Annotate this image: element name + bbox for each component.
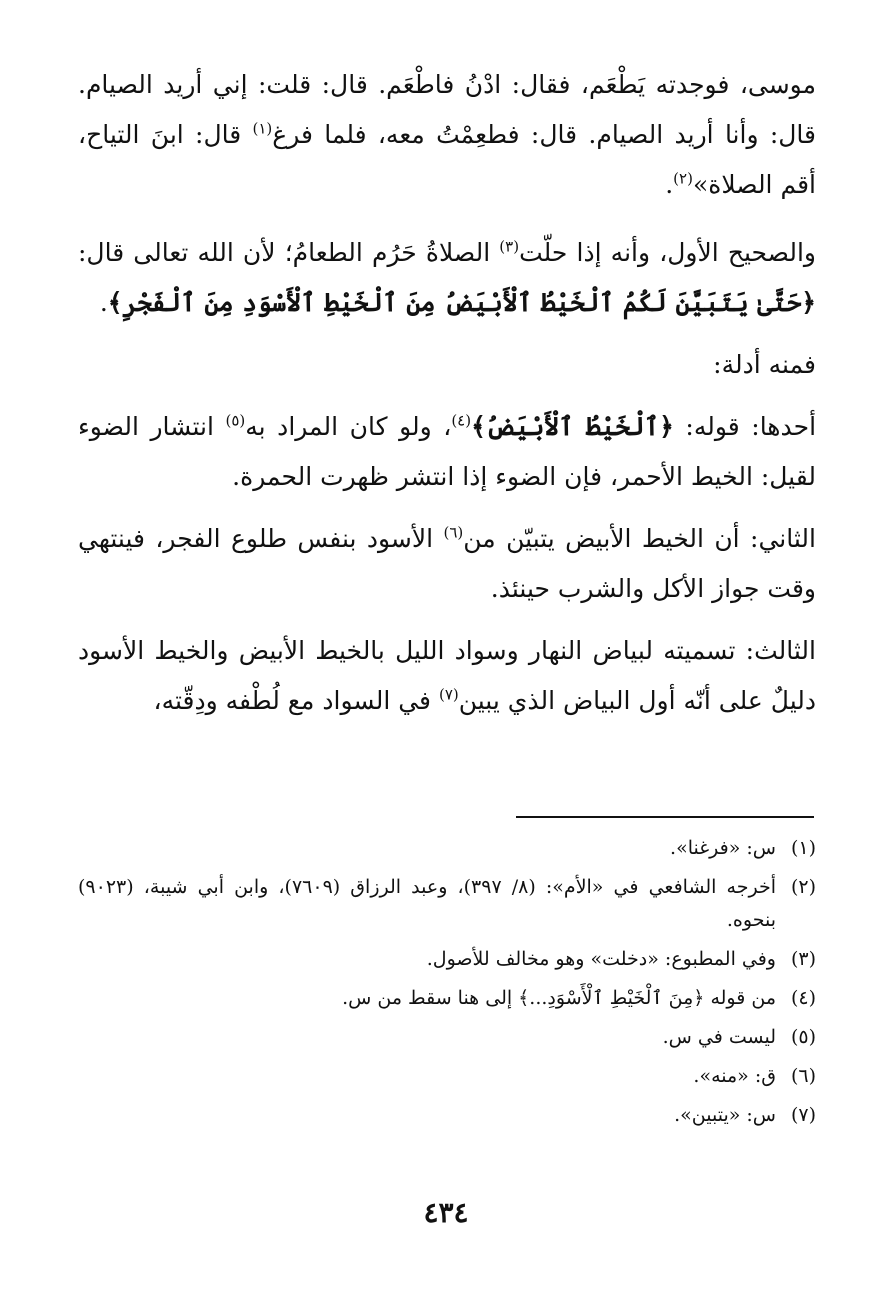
paragraph-3 xyxy=(78,340,816,390)
footnote-3 xyxy=(78,943,816,976)
main-text xyxy=(78,60,816,738)
quran-phrase: ﴿ٱلْخَيْطُ ٱلْأَبْيَضُ﴾ xyxy=(471,412,674,441)
footnote-ref-5[interactable]: (٥) xyxy=(225,411,246,430)
paragraph-1 xyxy=(78,60,816,210)
footnote-number: (٢) xyxy=(790,876,816,898)
paragraph-4-text-2: ، ولو كان المراد به xyxy=(245,412,452,441)
footnote-text: من قوله ﴿مِنَ ٱلْخَيْطِ ٱلْأَسْوَدِ...﴾ إلى هنا سقط من س. xyxy=(342,987,776,1009)
quran-verse: ﴿حَتَّىٰ يَتَبَيَّنَ لَكُمُ ٱلْخَيْطُ ٱلْأَبْيَضُ مِنَ ٱلْخَيْطِ ٱلْأَسْوَدِ مِنَ ٱلْفَجْرِ﴾ xyxy=(107,288,816,317)
footnote-text: أخرجه الشافعي في «الأم»: (٨/ ٣٩٧)، وعبد الرزاق (٧٦٠٩)، وابن أبي شيبة، (٩٠٢٣) بنحوه. xyxy=(78,876,777,931)
paragraph-4-text-3: انتشار الضوء لقيل: الخيط الأحمر، فإن الضوء إذا انتشر ظهرت الحمرة. xyxy=(78,412,816,491)
paragraph-6-text: الثالث: تسميته لبياض النهار وسواد الليل بالخيط الأبيض والخيط الأسود دليلٌ على أنّه أول البياض الذي يبين xyxy=(78,636,816,715)
footnote-number: (٣) xyxy=(790,948,816,970)
footnote-number: (٦) xyxy=(790,1065,816,1087)
paragraph-5 xyxy=(78,514,816,614)
footnote-number: (٤) xyxy=(790,987,816,1009)
paragraph-2 xyxy=(78,228,816,328)
paragraph-2-text-2: الصلاةُ حَرُم الطعامُ؛ لأن الله تعالى قال: xyxy=(78,238,500,267)
paragraph-2-text-3: . xyxy=(99,288,108,317)
paragraph-5-text-2: الأسود بنفس طلوع الفجر، فينتهي وقت جواز الأكل والشرب حينئذ. xyxy=(78,524,816,603)
footnote-ref-2[interactable]: (٢) xyxy=(673,169,693,188)
page-number: ٤٣٤ xyxy=(423,1196,469,1229)
footnote-6 xyxy=(78,1060,816,1093)
footnote-ref-7[interactable]: (٧) xyxy=(438,685,459,704)
paragraph-2-text: والصحيح الأول، وأنه إذا حلّت xyxy=(519,238,816,267)
footnote-1 xyxy=(78,832,816,865)
paragraph-1-text-3: . xyxy=(665,170,674,199)
footnote-separator xyxy=(516,816,814,818)
footnote-5 xyxy=(78,1021,816,1054)
footnote-text: ليست في س. xyxy=(662,1026,776,1048)
footnote-number: (١) xyxy=(790,837,816,859)
footnote-4 xyxy=(78,982,816,1015)
paragraph-1-text-2: قال: ابنَ التياح، أقم الصلاة» xyxy=(78,120,816,199)
footnotes xyxy=(78,832,816,1138)
footnote-ref-6[interactable]: (٦) xyxy=(443,523,464,542)
paragraph-6-text-2: في السواد مع لُطْفه ودِقّته، xyxy=(153,686,439,715)
footnote-text: س: «فرغنا». xyxy=(670,837,776,859)
paragraph-4-text: أحدها: قوله: xyxy=(673,412,817,441)
paragraph-5-text: الثاني: أن الخيط الأبيض يتبيّن من xyxy=(463,524,816,553)
paragraph-1-text: موسى، فوجدته يَطْعَم، فقال: ادْنُ فاطْعَم. قال: قلت: إني أريد الصيام. قال: وأنا أريد الصيام. قال: فطعِمْتُ معه، فلما فرغ xyxy=(78,70,816,149)
footnote-2 xyxy=(78,871,816,937)
footnote-ref-1[interactable]: (١) xyxy=(252,119,273,138)
footnote-number: (٧) xyxy=(790,1104,816,1126)
footnote-ref-3[interactable]: (٣) xyxy=(499,237,520,256)
footnote-7 xyxy=(78,1099,816,1132)
paragraph-4 xyxy=(78,402,816,502)
paragraph-6 xyxy=(78,626,816,726)
footnote-text: س: «يتبين». xyxy=(674,1104,776,1126)
footnote-ref-4[interactable]: (٤) xyxy=(451,411,472,430)
footnote-number: (٥) xyxy=(790,1026,816,1048)
paragraph-3-text: فمنه أدلة: xyxy=(713,350,816,379)
footnote-text: وفي المطبوع: «دخلت» وهو مخالف للأصول. xyxy=(426,948,776,970)
footnote-text: ق: «منه». xyxy=(693,1065,776,1087)
